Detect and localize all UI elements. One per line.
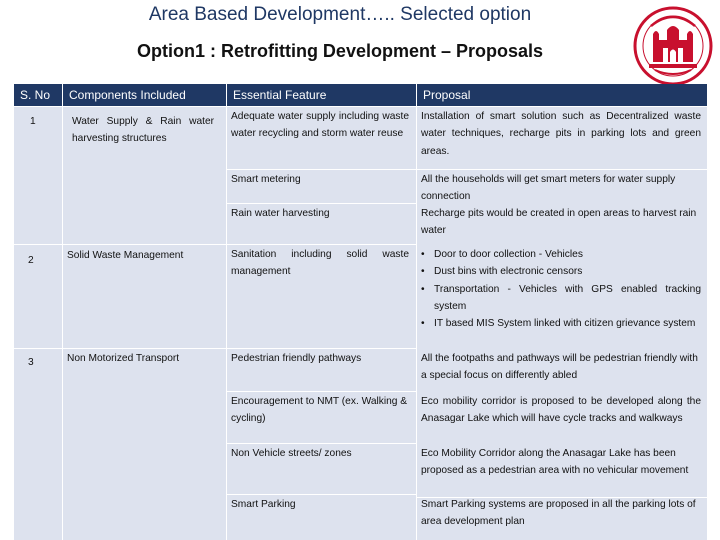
feature-cell: Pedestrian friendly pathways	[231, 353, 362, 364]
row-divider	[227, 244, 416, 245]
row-divider	[227, 203, 416, 204]
feature-cell: Non Vehicle streets/ zones	[231, 448, 352, 459]
component-cell: Water Supply & Rain water harvesting structures	[72, 116, 214, 145]
row-divider	[227, 348, 416, 349]
sno-cell: 1	[30, 116, 36, 127]
sno-cell: 3	[28, 357, 34, 368]
proposal-cell: Recharge pits would be created in open areas to harvest rain water	[421, 208, 697, 237]
components-column-bg	[63, 107, 226, 540]
bullet-icon: •	[421, 266, 425, 277]
bullet-text: IT based MIS System linked with citizen grievance system	[434, 318, 696, 329]
bullet-text: Transportation - Vehicles with GPS enabled tracking system	[434, 284, 701, 313]
bullet-icon: •	[421, 249, 425, 260]
proposal-bullet-item	[421, 281, 701, 316]
slide-title: Area Based Development….. Selected option	[148, 4, 532, 25]
proposal-cell: Eco Mobility Corridor along the Anasagar Lake has been proposed as a pedestrian area with no vehicular movement	[421, 448, 689, 477]
feature-cell: Smart Parking	[231, 499, 296, 510]
sno-cell: 2	[28, 255, 34, 266]
proposal-bullet-item	[421, 315, 701, 332]
row-divider	[14, 348, 226, 349]
feature-cell: Smart metering	[231, 174, 301, 185]
component-cell: Non Motorized Transport	[67, 353, 180, 364]
municipal-emblem-icon	[633, 6, 713, 86]
proposal-cell: Eco mobility corridor is proposed to be developed along the Anasagar Lake which will have cycle tracks and walkways	[421, 396, 701, 425]
slide-subtitle: Option1 : Retrofitting Development – Proposals	[136, 41, 544, 61]
feature-cell: Adequate water supply including waste water recycling and storm water reuse	[231, 111, 409, 140]
row-divider	[227, 169, 707, 170]
col-header-feature: Essential Feature	[227, 84, 416, 106]
bullet-icon: •	[421, 284, 425, 295]
row-divider	[227, 443, 416, 444]
proposal-cell: All the footpaths and pathways will be pedestrian friendly with a special focus on differently abled	[421, 353, 698, 382]
feature-cell: Rain water harvesting	[231, 208, 330, 219]
col-header-sno: S. No	[14, 84, 62, 106]
proposal-cell: All the households will get smart meters for water supply connection	[421, 174, 676, 203]
proposal-cell: Smart Parking systems are proposed in all the parking lots of area development plan	[421, 499, 696, 528]
bullet-text: Door to door collection - Vehicles	[434, 249, 583, 260]
sno-column-bg	[14, 107, 62, 540]
row-divider	[227, 391, 416, 392]
bullet-text: Dust bins with electronic censors	[434, 266, 583, 277]
col-header-components: Components Included	[63, 84, 226, 106]
bullet-icon: •	[421, 318, 425, 329]
row-divider	[14, 244, 226, 245]
proposal-cell: Installation of smart solution such as Decentralized waste water techniques, recharge pits in parking lots and green areas.	[421, 111, 701, 157]
col-header-proposal: Proposal	[417, 84, 707, 106]
feature-cell: Sanitation including solid waste management	[231, 249, 409, 278]
component-cell: Solid Waste Management	[67, 250, 184, 261]
row-divider	[227, 494, 416, 495]
proposal-bullet-item	[421, 263, 701, 280]
proposal-bullet-item	[421, 246, 701, 263]
feature-cell: Encouragement to NMT (ex. Walking & cycling)	[231, 396, 408, 425]
